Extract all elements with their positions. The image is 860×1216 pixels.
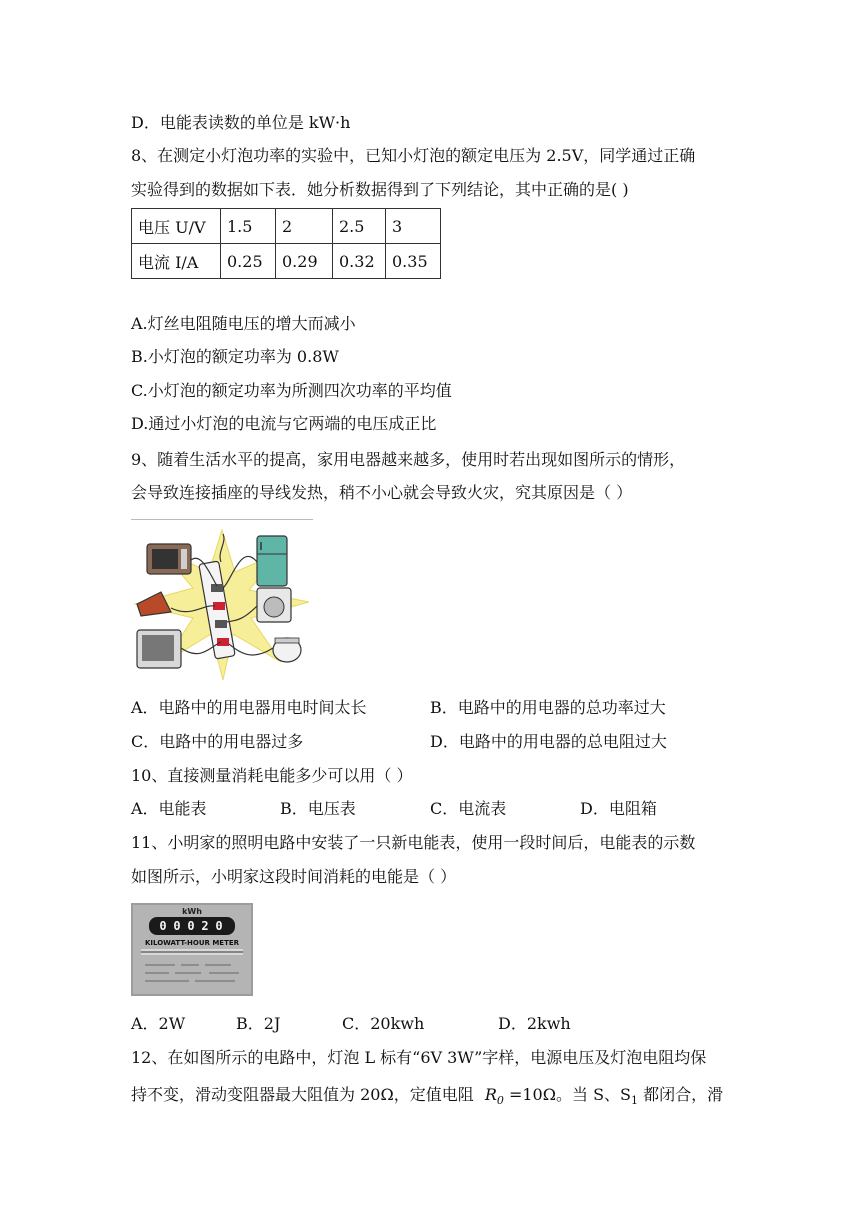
resistor-value: =10Ω <box>503 1085 556 1104</box>
q10-option-d: D．电阻箱 <box>580 799 657 818</box>
table-row <box>132 244 441 279</box>
table-cell: 电流 I/A <box>132 244 221 279</box>
resistor-symbol: $R_0$ <box>484 1085 504 1108</box>
meter-digit: 0 <box>159 919 167 933</box>
table-cell: 0.29 <box>276 244 333 279</box>
q12-stem-line2 <box>131 1084 723 1112</box>
switch-subscript: 1 <box>631 1094 638 1108</box>
q11-stem-line2: 如图所示，小明家这段时间消耗的电能是（ ） <box>131 867 457 886</box>
table-cell: 0.32 <box>333 244 386 279</box>
q10-option-b: B．电压表 <box>280 799 356 818</box>
q8-option-d: D.通过小灯泡的电流与它两端的电压成正比 <box>131 414 437 433</box>
q7-option-d: D．电能表读数的单位是 kW·h <box>131 113 351 132</box>
q11-option-c: C．20kwh <box>342 1014 425 1033</box>
table-cell: 0.35 <box>386 244 441 279</box>
table-cell: 2.5 <box>333 209 386 244</box>
electricity-meter-image <box>131 903 253 996</box>
meter-digit: 2 <box>201 919 209 933</box>
q8-option-c: C.小灯泡的额定功率为所测四次功率的平均值 <box>131 381 452 400</box>
q12-text-tail: 。当 S、S <box>555 1085 631 1104</box>
q8-stem-line2: 实验得到的数据如下表．她分析数据得到了下列结论，其中正确的是( ) <box>131 180 629 199</box>
q8-data-table <box>131 208 441 279</box>
q8-option-a: A.灯丝电阻随电压的增大而减小 <box>131 314 356 333</box>
q9-stem-line1: 9、随着生活水平的提高，家用电器越来越多，使用时若出现如图所示的情形， <box>131 450 686 469</box>
q10-stem: 10、直接测量消耗电能多少可以用（ ） <box>131 766 413 785</box>
meter-unit: kWh <box>182 907 202 916</box>
q8-option-b: B.小灯泡的额定功率为 0.8W <box>131 347 339 366</box>
q9-option-c: C．电路中的用电器过多 <box>131 732 304 751</box>
table-cell: 电压 U/V <box>132 209 221 244</box>
q11-option-b: B．2J <box>236 1014 281 1033</box>
q11-option-d: D．2kwh <box>498 1014 571 1033</box>
meter-digit: 0 <box>187 919 195 933</box>
q9-option-b: B．电路中的用电器的总功率过大 <box>430 698 666 717</box>
overloaded-socket-illustration <box>131 522 313 682</box>
q11-option-a: A．2W <box>131 1014 186 1033</box>
q9-stem-line2: 会导致连接插座的导线发热，稍不小心就会导致火灾，究其原因是（ ） <box>131 483 633 502</box>
figure-divider <box>131 519 313 520</box>
meter-digit: 0 <box>173 919 181 933</box>
q9-option-d: D．电路中的用电器的总电阻过大 <box>430 732 667 751</box>
q8-stem-line1: 8、在测定小灯泡功率的实验中，已知小灯泡的额定电压为 2.5V，同学通过正确 <box>131 146 696 165</box>
table-cell: 2 <box>276 209 333 244</box>
q12-text-end: 都闭合，滑 <box>638 1085 724 1104</box>
meter-digit: 0 <box>215 919 223 933</box>
q10-option-c: C．电流表 <box>430 799 507 818</box>
meter-caption: KILOWATT-HOUR METER <box>144 939 240 947</box>
q12-stem-line1: 12、在如图所示的电路中，灯泡 L 标有“6V 3W”字样，电源电压及灯泡电阻均保 <box>131 1048 707 1067</box>
q9-option-a: A．电路中的用电器用电时间太长 <box>131 698 367 717</box>
table-cell: 3 <box>386 209 441 244</box>
q10-option-a: A．电能表 <box>131 799 207 818</box>
q11-stem-line1: 11、小明家的照明电路中安装了一只新电能表，使用一段时间后，电能表的示数 <box>131 833 696 852</box>
table-row <box>132 209 441 244</box>
table-cell: 1.5 <box>221 209 276 244</box>
table-cell: 0.25 <box>221 244 276 279</box>
q12-text: 持不变，滑动变阻器最大阻值为 20Ω，定值电阻 <box>131 1085 474 1104</box>
